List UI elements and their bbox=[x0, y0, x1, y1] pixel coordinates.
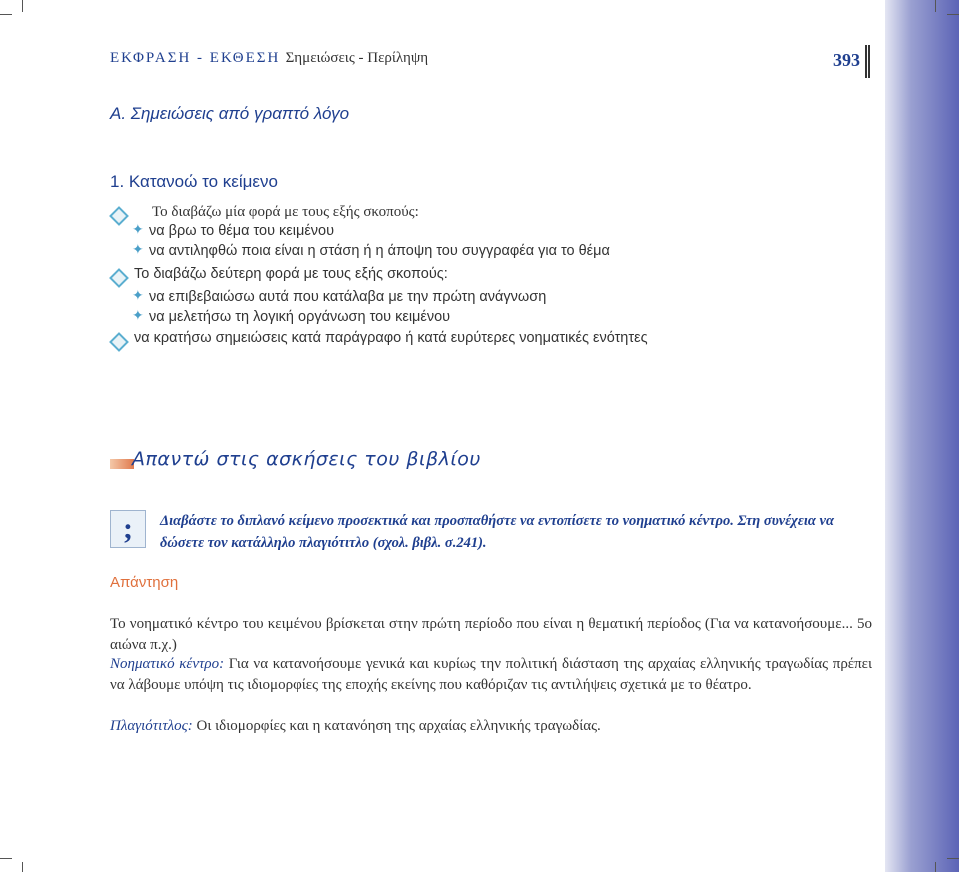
crop-mark bbox=[0, 14, 12, 15]
section-title: Α. Σημειώσεις από γραπτό λόγο bbox=[110, 104, 350, 123]
header-subtitle: Σημειώσεις - Περίληψη bbox=[285, 50, 429, 66]
crop-mark bbox=[0, 858, 12, 859]
crop-mark bbox=[935, 0, 936, 12]
star-bullet-icon: ✦ bbox=[132, 309, 144, 324]
page-sidebar bbox=[885, 0, 959, 872]
crop-mark bbox=[935, 862, 936, 872]
diamond-bullet-icon bbox=[109, 206, 129, 226]
exercises-banner bbox=[110, 448, 530, 478]
step-item: να επιβεβαιώσω αυτά που κατάλαβα με την πρώτη ανάγνωση bbox=[149, 289, 547, 305]
answer-heading: Απάντηση bbox=[110, 574, 179, 591]
step-heading: Το διαβάζω μία φορά με τους εξής σκοπούς: bbox=[152, 204, 419, 220]
star-bullet-icon: ✦ bbox=[132, 289, 144, 304]
star-bullet-icon: ✦ bbox=[132, 223, 144, 238]
banner-bar-icon bbox=[110, 459, 134, 469]
thematic-center-paragraph bbox=[110, 654, 872, 696]
star-bullet-icon: ✦ bbox=[132, 243, 144, 258]
final-step: να κρατήσω σημειώσεις κατά παράγραφο ή κατά ευρύτερες νοηματικές ενότητες bbox=[134, 330, 648, 346]
exercise-question: Διαβάστε το διπλανό κείμενο προσεκτικά και προσπαθήστε να εντοπίσετε το νοηματικό κέντρο. Στη συνέχεια να δώσετε τον κατάλληλο πλαγιότιτλο (σχολ. βιβλ. σ.241). bbox=[160, 513, 835, 551]
header-title bbox=[110, 50, 428, 67]
running-header bbox=[110, 50, 870, 74]
side-title-paragraph bbox=[110, 716, 872, 737]
exercises-banner-text: Απαντώ στις ασκήσεις του βιβλίου bbox=[132, 448, 481, 470]
crop-mark bbox=[947, 14, 959, 15]
question-mark-icon: ; bbox=[123, 512, 133, 545]
header-book-title: ΕΚΦΡΑΣΗ - ΕΚΘΕΣΗ bbox=[110, 50, 281, 66]
diamond-bullet-icon bbox=[109, 268, 129, 288]
page-number-rule bbox=[865, 45, 870, 78]
page-number: 393 bbox=[833, 50, 860, 70]
step-item: να βρω το θέμα του κειμένου bbox=[149, 223, 335, 239]
diamond-bullet-icon bbox=[109, 332, 129, 352]
subsection-title: 1. Κατανοώ το κείμενο bbox=[110, 172, 278, 191]
side-title-text: Οι ιδιομορφίες και η κατανόηση της αρχαίας ελληνικής τραγωδίας. bbox=[196, 718, 601, 734]
crop-mark bbox=[22, 862, 23, 872]
answer-paragraph: Το νοηματικό κέντρο του κειμένου βρίσκεται στην πρώτη περίοδο που είναι η θεματική περίοδος (Για να κατανοήσουμε... 5ο αιώνα π.χ.) bbox=[110, 616, 872, 653]
side-title-label: Πλαγιότιτλος: bbox=[110, 718, 193, 734]
thematic-center-text: Για να κατανοήσουμε γενικά και κυρίως την πολιτική διάσταση της αρχαίας ελληνικής τραγωδίας πρέπει να λάβουμε υπόψη τις ιδιομορφίες της εποχής εκείνης που καθόριζαν τις αντιλήψεις σχετικά με το θέατρο. bbox=[110, 656, 873, 693]
step-item: να μελετήσω τη λογική οργάνωση του κειμένου bbox=[149, 309, 451, 325]
crop-mark bbox=[947, 858, 959, 859]
question-mark-box bbox=[110, 510, 146, 548]
thematic-center-label: Νοηματικό κέντρο: bbox=[110, 656, 225, 672]
step-item: να αντιληφθώ ποια είναι η στάση ή η άποψη του συγγραφέα για το θέμα bbox=[149, 243, 610, 259]
crop-mark bbox=[22, 0, 23, 12]
step-heading: Το διαβάζω δεύτερη φορά με τους εξής σκοπούς: bbox=[134, 266, 448, 282]
